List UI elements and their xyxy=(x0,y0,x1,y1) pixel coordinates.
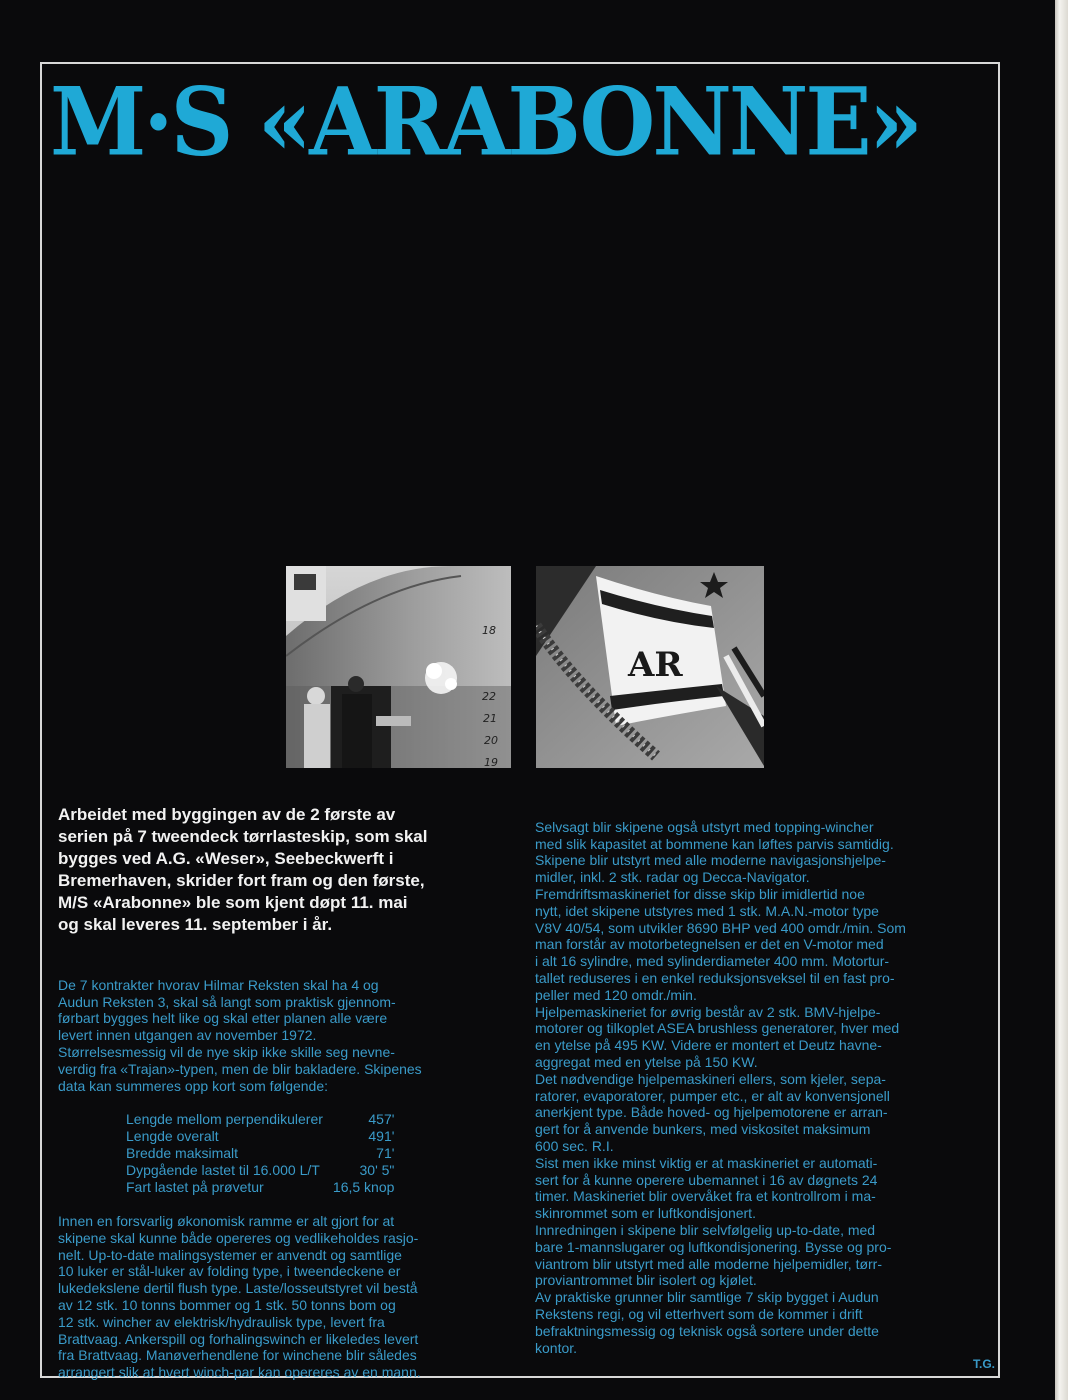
lead-paragraph: Arbeidet med byggingen av de 2 første av serien på 7 tweendeck tørrlasteskip, som skal bygges ved A.G. «Weser», Seebeckwerft i Bremerhaven, skrider fort fram og den første, M/S «Arabonne» ble som kjent døpt 11. mai og skal leveres 11. september i år. xyxy=(58,805,428,934)
spec-row xyxy=(126,1145,394,1162)
spec-value: 30' 5" xyxy=(359,1162,395,1179)
spec-row xyxy=(126,1179,394,1196)
draft-mark: 18 xyxy=(482,624,496,637)
author-signature: T.G. xyxy=(972,1357,995,1372)
spec-value: 16,5 knop xyxy=(332,1179,395,1196)
flag-letters: AR xyxy=(628,645,683,685)
launch-photo-image xyxy=(286,566,511,768)
spec-row xyxy=(126,1162,394,1179)
draft-mark: 22 xyxy=(482,690,496,703)
flag-photo-image xyxy=(536,566,764,768)
draft-mark: 21 xyxy=(483,712,497,725)
spec-value: 457' xyxy=(368,1111,395,1128)
ship-specs-table xyxy=(126,1111,394,1196)
launch-photo xyxy=(286,566,511,768)
spec-label: Fart lastet på prøvetur xyxy=(126,1179,264,1196)
draft-mark: 20 xyxy=(484,734,498,747)
spec-label: Lengde overalt xyxy=(126,1128,219,1145)
equipment-paragraph: Innen en forsvarlig økonomisk ramme er alt gjort for at skipene skal kunne både opereres og vedlikeholdes rasjo- nelt. Up-to-date malingsystemer er anvendt og samtlige 10 luker er stål-luker av folding type, i tweendeckene er lukedekslene dertil flush type. Laste/losseutstyret vil bestå av 12 stk. 10 tonns bommer og 1 stk. 50 tonns bom og 12 stk. wincher av elektrisk/hydraulisk type, levert fra Brattvaag. Ankerspill og forhalingswinch er likeledes levert fra Brattvaag. Manøverhendlene for winchene blir således arrangert slik at hvert winch-par kan opereres av en mann. xyxy=(58,1212,421,1381)
page-edge xyxy=(1054,0,1068,1400)
machinery-text: Selvsagt blir skipene også utstyrt med topping-wincher med slik kapasitet at bommene kan løftes parvis samtidig. Skipene blir utstyrt med alle moderne navigasjonshjelpe- midler, inkl. 2 stk. radar og Decca-Navigator. Fremdriftsmaskineriet for disse skip blir imidlertid noe nytt, idet skipene utstyres med 1 stk. M.A.N.-motor type V8V 40/54, som utvikler 8690 BHP ved 400 omdr./min. Som man forstår av motorbetegnelsen er det en V-motor med i alt 16 sylindre, med sylinderdiameter 400 mm. Motortur- tallet reduseres i en enkel reduksjonsveksel til en fast pro- peller med 120 omdr./min. Hjelpemaskineriet for øvrig består av 2 stk. BMV-hjelpe- motorer og tilkoplet ASEA brushless generatorer, hver med en ytelse på 495 KW. Videre er montert et Deutz havne- aggregat med en ytelse på 150 KW. Det nødvendige hjelpemaskineri ellers, som kjeler, sepa- ratorer, evaporatorer, pumper etc., er alt av konvensjonell anerkjent type. Både hoved- og hjelpemotorene er arran- gert for å anvende bunkers, med viskositet maksimum 600 sec. R.I. Sist men ikke minst viktig er at maskineriet er automati- sert for å kunne operere ubemannet i 16 av døgnets 24 timer. Maskineriet blir overvåket fra et kontrollrom i ma- skinrommet som er luftkondisjonert. Innredningen i skipene blir selvfølgelig up-to-date, med bare 1-mannslugarer og luftkondisjonering. Bysse og pro- viantrom blir utstyrt med alle moderne hjelpemidler, tørr- proviantrommet blir isolert og kjølet. Av praktiske grunner blir samtlige 7 skip bygget i Audun Rekstens regi, og vil etterhvert som de kommer i drift befraktningsmessig og teknisk også sortere under dette kontor. xyxy=(535,818,906,1356)
spec-label: Bredde maksimalt xyxy=(126,1145,239,1162)
article-column-left xyxy=(58,960,520,1398)
spec-label: Lengde mellom perpendikulerer xyxy=(126,1111,323,1128)
intro-paragraph: De 7 kontrakter hvorav Hilmar Reksten skal ha 4 og Audun Reksten 3, skal så langt som praktisk gjennom- førbart bygges helt like og skal etter planen alle være levert innen utgangen av november 1972. Størrelsesmessig vil de nye skip ikke skille seg nevne- verdig fra «Trajan»-typen, men de blir bakladere. Skipenes data kan summeres opp kort som følgende: xyxy=(58,976,422,1094)
draft-mark: 19 xyxy=(484,756,498,768)
spec-label: Dypgående lastet til 16.000 L/T xyxy=(126,1162,320,1179)
headline: M·S «ARABONNE» xyxy=(50,65,921,178)
spec-row xyxy=(126,1111,394,1128)
flag-photo xyxy=(536,566,764,768)
spec-row xyxy=(126,1128,394,1145)
spec-value: 71' xyxy=(376,1145,395,1162)
spec-value: 491' xyxy=(368,1128,395,1145)
article-column-right xyxy=(535,802,995,1390)
